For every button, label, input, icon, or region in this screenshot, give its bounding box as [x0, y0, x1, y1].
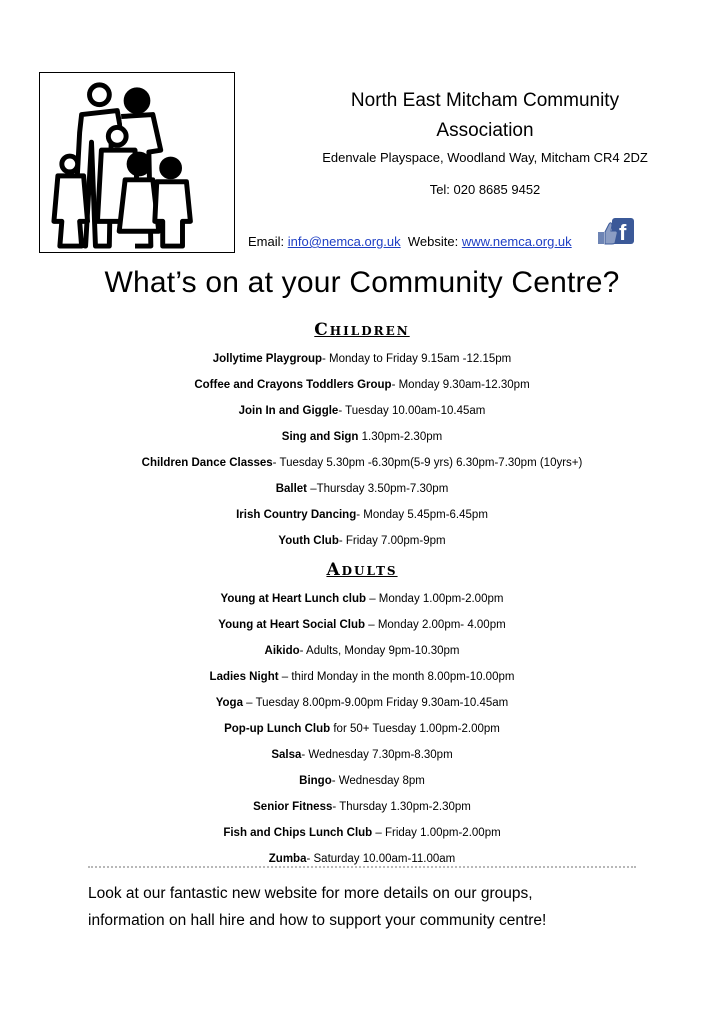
list-item — [0, 528, 724, 554]
activity-detail: – third Monday in the month 8.00pm-10.00pm — [278, 671, 515, 683]
activity-detail: - Friday 7.00pm-9pm — [338, 535, 446, 547]
list-item — [0, 346, 724, 372]
activity-detail: – Monday 1.00pm-2.00pm — [366, 593, 504, 605]
list-item — [0, 820, 724, 846]
activity-detail: - Monday to Friday 9.15am -12.15pm — [322, 353, 512, 365]
list-item — [0, 638, 724, 664]
activity-detail: - Saturday 10.00am-11.00am — [306, 853, 456, 865]
family-figures-logo-icon — [40, 73, 234, 252]
activity-detail: - Monday 5.45pm-6.45pm — [356, 509, 488, 521]
activity-name: Coffee and Crayons Toddlers Group — [194, 379, 392, 391]
address: Edenvale Playspace, Woodland Way, Mitcham CR4 2DZ — [322, 150, 648, 165]
website-link[interactable]: www.nemca.org.uk — [461, 234, 572, 249]
activity-name: Aikido — [264, 645, 300, 657]
list-item — [0, 502, 724, 528]
activity-detail: - Wednesday 8pm — [331, 775, 425, 787]
list-item — [0, 424, 724, 450]
contact-line — [248, 234, 572, 249]
adults-section-title: Adults — [326, 560, 398, 580]
activity-name: Sing and Sign — [281, 431, 359, 443]
activity-name: Senior Fitness — [253, 801, 333, 813]
website-label: Website: — [407, 234, 462, 249]
activity-detail: - Tuesday 10.00am-10.45am — [338, 405, 486, 417]
activity-detail: – Tuesday 8.00pm-9.00pm Friday 9.30am-10.45am — [242, 697, 509, 709]
activity-name: Join In and Giggle — [238, 405, 339, 417]
children-section-title: Children — [314, 320, 410, 340]
activity-name: Ballet — [275, 483, 308, 495]
email-link[interactable]: info@nemca.org.uk — [287, 234, 401, 249]
activity-name: Youth Club — [278, 535, 339, 547]
list-item — [0, 742, 724, 768]
activity-detail: –Thursday 3.50pm-7.30pm — [307, 483, 449, 495]
activity-name: Salsa — [271, 749, 302, 761]
dotted-divider — [88, 866, 636, 868]
activity-name: Zumba — [268, 853, 307, 865]
list-item — [0, 716, 724, 742]
activity-name: Yoga — [215, 697, 243, 709]
activity-name: Bingo — [299, 775, 332, 787]
svg-text:f: f — [619, 220, 627, 245]
list-item — [0, 372, 724, 398]
children-activity-list — [0, 346, 724, 554]
activity-detail: 1.30pm-2.30pm — [358, 431, 443, 443]
activity-detail: - Wednesday 7.30pm-8.30pm — [301, 749, 453, 761]
activity-name: Children Dance Classes — [141, 457, 273, 469]
adults-activity-list — [0, 586, 724, 872]
activity-detail: – Monday 2.00pm- 4.00pm — [365, 619, 506, 631]
nemca-logo — [39, 72, 235, 253]
footer-message — [88, 880, 648, 934]
org-name-line2: Association — [436, 120, 534, 141]
activity-name: Fish and Chips Lunch Club — [223, 827, 373, 839]
list-item — [0, 450, 724, 476]
footer-line2: information on hall hire and how to support your community centre! — [88, 912, 547, 929]
email-label: Email: — [248, 234, 288, 249]
main-heading: What’s on at your Community Centre? — [104, 266, 620, 299]
activity-name: Young at Heart Social Club — [218, 619, 366, 631]
list-item — [0, 398, 724, 424]
list-item — [0, 768, 724, 794]
footer-line1: Look at our fantastic new website for more details on our groups, — [88, 885, 533, 902]
list-item — [0, 664, 724, 690]
activity-name: Ladies Night — [209, 671, 279, 683]
list-item — [0, 690, 724, 716]
list-item — [0, 612, 724, 638]
activity-name: Irish Country Dancing — [236, 509, 357, 521]
activity-name: Pop-up Lunch Club — [224, 723, 331, 735]
list-item — [0, 476, 724, 502]
activity-detail: - Tuesday 5.30pm -6.30pm(5-9 yrs) 6.30pm-7.30pm (10yrs+) — [272, 457, 583, 469]
list-item — [0, 794, 724, 820]
org-name-line1: North East Mitcham Community — [350, 90, 620, 111]
list-item — [0, 846, 724, 872]
organisation-name — [290, 86, 680, 146]
activity-detail: - Monday 9.30am-12.30pm — [391, 379, 530, 391]
activity-detail: – Friday 1.00pm-2.00pm — [372, 827, 501, 839]
telephone: Tel: 020 8685 9452 — [429, 182, 541, 197]
activity-name: Jollytime Playgroup — [212, 353, 323, 365]
activity-detail: - Thursday 1.30pm-2.30pm — [332, 801, 471, 813]
facebook-like-icon[interactable] — [596, 216, 636, 248]
activity-detail: - Adults, Monday 9pm-10.30pm — [299, 645, 460, 657]
activity-name: Young at Heart Lunch club — [220, 593, 366, 605]
list-item — [0, 586, 724, 612]
activity-detail: for 50+ Tuesday 1.00pm-2.00pm — [330, 723, 500, 735]
